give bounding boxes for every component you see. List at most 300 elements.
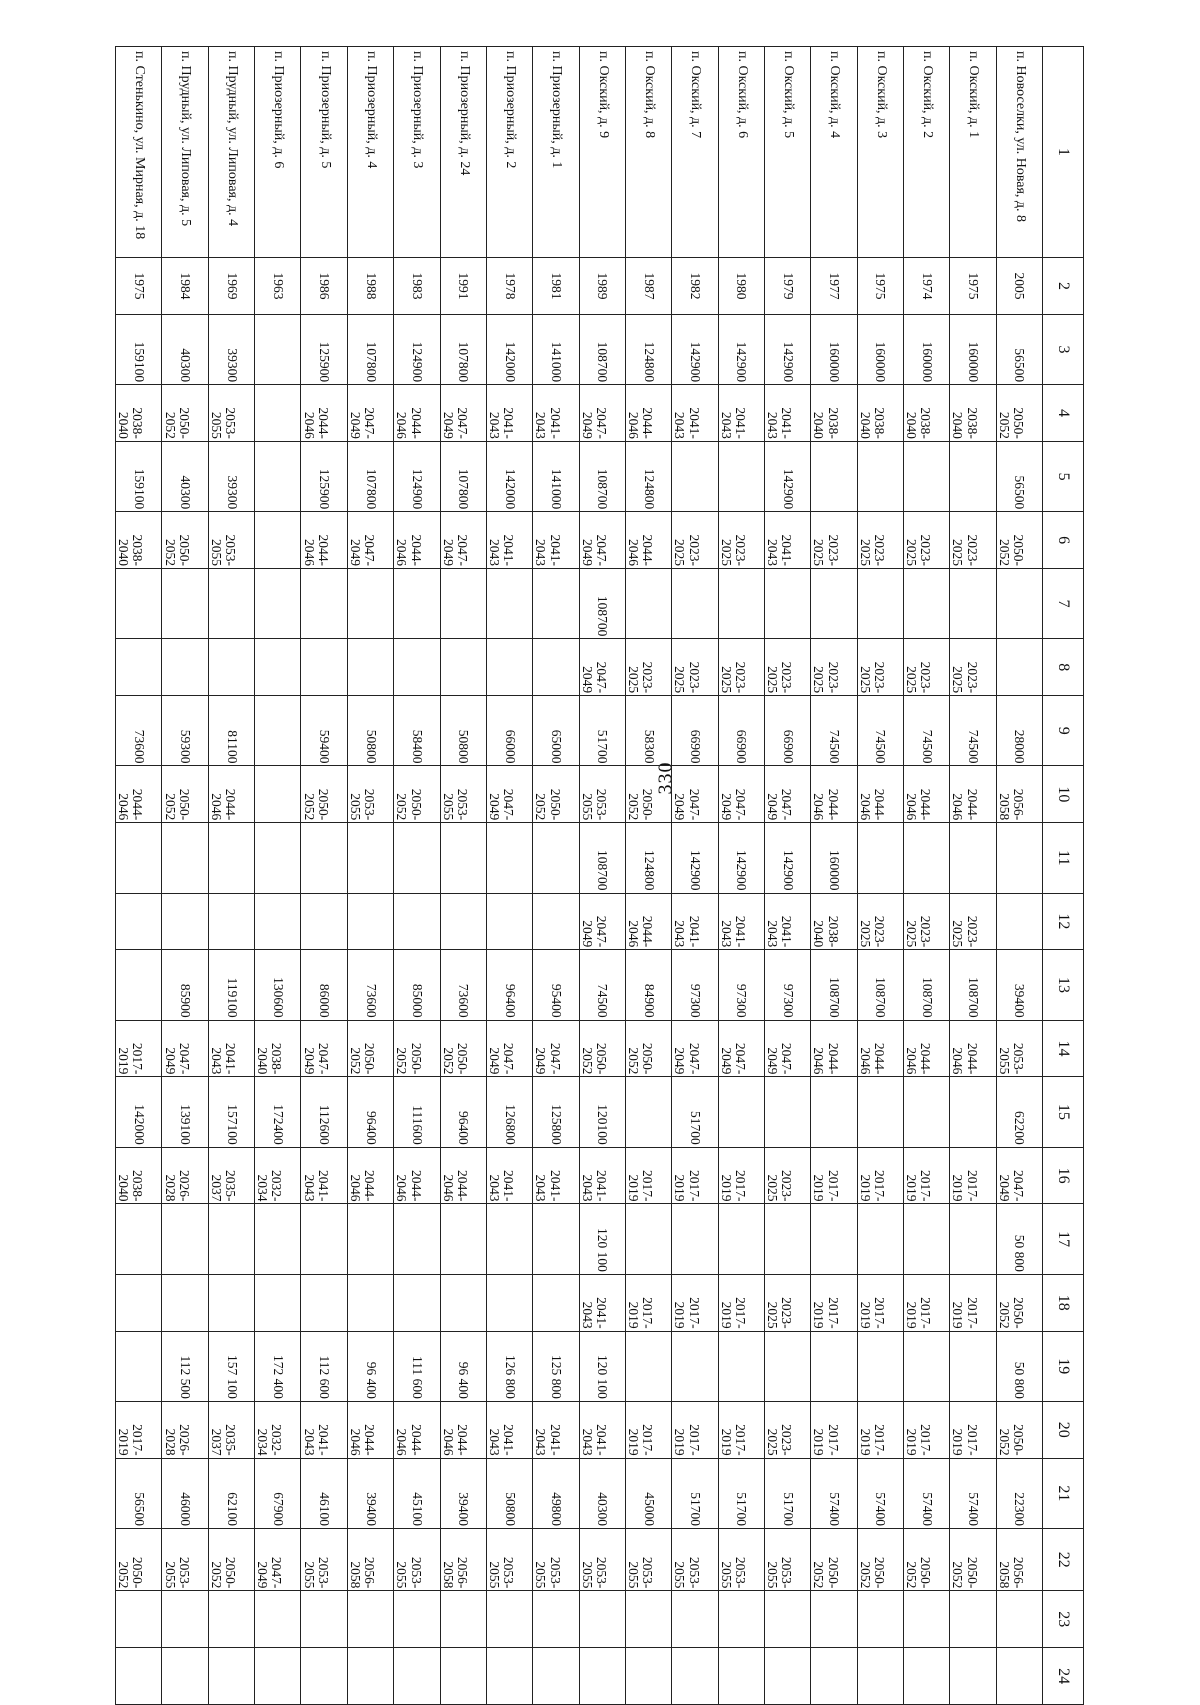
- value-cell: 2023- 2025: [903, 893, 949, 950]
- value-cell: [857, 1077, 903, 1147]
- column-number-row: [1043, 47, 1084, 1705]
- value-cell: 51700: [579, 696, 625, 766]
- value-cell: [811, 1204, 857, 1274]
- address-cell: п. Окский, д. 9: [579, 47, 625, 258]
- value-cell: 2044- 2046: [903, 766, 949, 823]
- address-cell: п. Окский, д. 1: [950, 47, 996, 258]
- value-cell: [116, 1204, 162, 1274]
- value-cell: 51700: [672, 1077, 718, 1147]
- value-cell: 107800: [440, 314, 486, 384]
- value-cell: 2038- 2040: [950, 385, 996, 442]
- value-cell: 2047- 2049: [672, 766, 718, 823]
- value-cell: 125900: [301, 441, 347, 511]
- value-cell: 142900: [672, 823, 718, 893]
- value-cell: 2047- 2049: [440, 512, 486, 569]
- value-cell: 2038- 2040: [116, 512, 162, 569]
- table-row: [996, 47, 1042, 1705]
- value-cell: [162, 1648, 208, 1705]
- address-cell: п. Окский, д. 6: [718, 47, 764, 258]
- year-cell: 1963: [255, 258, 301, 315]
- value-cell: 51700: [718, 1458, 764, 1528]
- value-cell: 2041- 2043: [672, 893, 718, 950]
- value-cell: 2047- 2049: [579, 512, 625, 569]
- value-cell: [301, 569, 347, 639]
- value-cell: [950, 1331, 996, 1401]
- value-cell: 2041- 2043: [301, 1147, 347, 1204]
- value-cell: 2041- 2043: [533, 385, 579, 442]
- value-cell: 73600: [116, 696, 162, 766]
- value-cell: 157 100: [208, 1331, 254, 1401]
- value-cell: 2017- 2019: [950, 1274, 996, 1331]
- year-cell: 1975: [950, 258, 996, 315]
- value-cell: 2053- 2055: [301, 1529, 347, 1591]
- value-cell: 2017- 2019: [672, 1401, 718, 1458]
- value-cell: 111 600: [394, 1331, 440, 1401]
- year-cell: 1975: [857, 258, 903, 315]
- value-cell: [116, 569, 162, 639]
- value-cell: [208, 639, 254, 696]
- value-cell: 65000: [533, 696, 579, 766]
- value-cell: 2038- 2040: [811, 893, 857, 950]
- value-cell: [857, 1204, 903, 1274]
- value-cell: 2044- 2046: [950, 1020, 996, 1077]
- value-cell: [394, 893, 440, 950]
- value-cell: 2053- 2055: [208, 385, 254, 442]
- value-cell: [208, 569, 254, 639]
- value-cell: [440, 1274, 486, 1331]
- value-cell: 2041- 2043: [718, 385, 764, 442]
- value-cell: [996, 823, 1042, 893]
- value-cell: [764, 1204, 810, 1274]
- value-cell: 2038- 2040: [857, 385, 903, 442]
- value-cell: [255, 385, 301, 442]
- value-cell: [811, 1331, 857, 1401]
- value-cell: 125 800: [533, 1331, 579, 1401]
- value-cell: 2053- 2055: [162, 1529, 208, 1591]
- year-cell: 1974: [903, 258, 949, 315]
- value-cell: [440, 1204, 486, 1274]
- year-cell: 1987: [625, 258, 671, 315]
- value-cell: 2044- 2046: [950, 766, 996, 823]
- value-cell: [672, 569, 718, 639]
- value-cell: 86000: [301, 950, 347, 1020]
- column-header: 6: [1043, 512, 1084, 569]
- value-cell: 2047- 2049: [301, 1020, 347, 1077]
- value-cell: 2044- 2046: [347, 1147, 393, 1204]
- value-cell: [301, 1648, 347, 1705]
- column-header: 4: [1043, 385, 1084, 442]
- value-cell: 2044- 2046: [903, 1020, 949, 1077]
- value-cell: 2053- 2055: [533, 1529, 579, 1591]
- value-cell: 107800: [347, 314, 393, 384]
- value-cell: [486, 823, 532, 893]
- column-header: 23: [1043, 1591, 1084, 1648]
- value-cell: [440, 639, 486, 696]
- value-cell: [116, 1331, 162, 1401]
- value-cell: 2050- 2052: [116, 1529, 162, 1591]
- year-cell: 1989: [579, 258, 625, 315]
- address-cell: п. Окский, д. 3: [857, 47, 903, 258]
- value-cell: 2050- 2052: [996, 1401, 1042, 1458]
- value-cell: 108700: [811, 950, 857, 1020]
- column-header: 20: [1043, 1401, 1084, 1458]
- value-cell: 160000: [811, 314, 857, 384]
- table-row: [116, 47, 162, 1705]
- value-cell: 126800: [486, 1077, 532, 1147]
- value-cell: 2047- 2049: [718, 1020, 764, 1077]
- value-cell: [162, 1274, 208, 1331]
- value-cell: 124900: [394, 441, 440, 511]
- address-cell: п. Приозерный, д. 2: [486, 47, 532, 258]
- value-cell: 2032- 2034: [255, 1401, 301, 1458]
- value-cell: [950, 1591, 996, 1648]
- value-cell: 2023- 2025: [718, 512, 764, 569]
- value-cell: [903, 1591, 949, 1648]
- table-row: [162, 47, 208, 1705]
- value-cell: 112600: [301, 1077, 347, 1147]
- value-cell: 2053- 2055: [718, 1529, 764, 1591]
- value-cell: 2044- 2046: [301, 512, 347, 569]
- value-cell: 157100: [208, 1077, 254, 1147]
- value-cell: 108700: [579, 314, 625, 384]
- value-cell: [116, 1591, 162, 1648]
- value-cell: 81100: [208, 696, 254, 766]
- value-cell: [440, 1648, 486, 1705]
- value-cell: 2044- 2046: [811, 1020, 857, 1077]
- value-cell: [347, 1204, 393, 1274]
- value-cell: 2038- 2040: [903, 385, 949, 442]
- value-cell: 2044- 2046: [347, 1401, 393, 1458]
- value-cell: [208, 823, 254, 893]
- value-cell: [996, 1648, 1042, 1705]
- value-cell: [811, 441, 857, 511]
- value-cell: 22300: [996, 1458, 1042, 1528]
- value-cell: [347, 1591, 393, 1648]
- value-cell: [996, 1591, 1042, 1648]
- value-cell: 2017- 2019: [625, 1147, 671, 1204]
- table-row: [811, 47, 857, 1705]
- value-cell: 2017- 2019: [857, 1274, 903, 1331]
- value-cell: [440, 1591, 486, 1648]
- value-cell: 142900: [764, 823, 810, 893]
- value-cell: 57400: [903, 1458, 949, 1528]
- address-cell: п. Приозерный, д. 3: [394, 47, 440, 258]
- value-cell: 2017- 2019: [811, 1274, 857, 1331]
- value-cell: 130600: [255, 950, 301, 1020]
- value-cell: 2044- 2046: [440, 1401, 486, 1458]
- column-header: 21: [1043, 1458, 1084, 1528]
- value-cell: [533, 1591, 579, 1648]
- value-cell: 40300: [162, 314, 208, 384]
- value-cell: [718, 1331, 764, 1401]
- value-cell: 142000: [116, 1077, 162, 1147]
- value-cell: 2047- 2049: [162, 1020, 208, 1077]
- value-cell: [162, 1204, 208, 1274]
- value-cell: [625, 1331, 671, 1401]
- value-cell: 2047- 2049: [672, 1020, 718, 1077]
- column-header: 16: [1043, 1147, 1084, 1204]
- value-cell: [486, 569, 532, 639]
- address-cell: п. Приозерный, д. 4: [347, 47, 393, 258]
- value-cell: [208, 1648, 254, 1705]
- value-cell: 51700: [764, 1458, 810, 1528]
- value-cell: 2023- 2025: [857, 639, 903, 696]
- value-cell: 142900: [718, 314, 764, 384]
- value-cell: 74500: [857, 696, 903, 766]
- value-cell: [533, 1204, 579, 1274]
- value-cell: [116, 639, 162, 696]
- value-cell: 2041- 2043: [718, 893, 764, 950]
- value-cell: [301, 1204, 347, 1274]
- value-cell: [486, 1274, 532, 1331]
- value-cell: 2041- 2043: [672, 385, 718, 442]
- value-cell: 120 100: [579, 1204, 625, 1274]
- value-cell: 2017- 2019: [672, 1274, 718, 1331]
- value-cell: 2017- 2019: [718, 1147, 764, 1204]
- value-cell: [347, 823, 393, 893]
- value-cell: 2035- 2037: [208, 1147, 254, 1204]
- value-cell: [996, 639, 1042, 696]
- value-cell: 49800: [533, 1458, 579, 1528]
- value-cell: [301, 823, 347, 893]
- value-cell: 96400: [347, 1077, 393, 1147]
- value-cell: 50800: [486, 1458, 532, 1528]
- value-cell: 2041- 2043: [486, 385, 532, 442]
- column-header: 2: [1043, 258, 1084, 315]
- value-cell: [857, 1591, 903, 1648]
- value-cell: [301, 893, 347, 950]
- value-cell: 57400: [950, 1458, 996, 1528]
- value-cell: 2053- 2055: [996, 1020, 1042, 1077]
- value-cell: [255, 1648, 301, 1705]
- value-cell: 2017- 2019: [718, 1401, 764, 1458]
- value-cell: [857, 1331, 903, 1401]
- value-cell: 2047- 2049: [764, 1020, 810, 1077]
- year-cell: 1969: [208, 258, 254, 315]
- value-cell: 2050- 2052: [394, 1020, 440, 1077]
- value-cell: 2023- 2025: [718, 639, 764, 696]
- value-cell: 2017- 2019: [116, 1020, 162, 1077]
- value-cell: [255, 893, 301, 950]
- value-cell: 2050- 2052: [811, 1529, 857, 1591]
- value-cell: 160000: [903, 314, 949, 384]
- address-cell: п. Окский, д. 7: [672, 47, 718, 258]
- value-cell: 66900: [764, 696, 810, 766]
- value-cell: [301, 1591, 347, 1648]
- value-cell: [208, 893, 254, 950]
- value-cell: 2023- 2025: [903, 639, 949, 696]
- value-cell: 2041- 2043: [764, 385, 810, 442]
- value-cell: 2023- 2025: [857, 512, 903, 569]
- value-cell: [347, 1274, 393, 1331]
- value-cell: [857, 1648, 903, 1705]
- value-cell: [996, 893, 1042, 950]
- value-cell: 112 500: [162, 1331, 208, 1401]
- value-cell: 2047- 2049: [486, 1020, 532, 1077]
- table-row: [208, 47, 254, 1705]
- value-cell: [718, 1204, 764, 1274]
- year-cell: 1983: [394, 258, 440, 315]
- value-cell: 2053- 2055: [764, 1529, 810, 1591]
- value-cell: 2047- 2049: [579, 385, 625, 442]
- value-cell: [116, 1648, 162, 1705]
- value-cell: 40300: [579, 1458, 625, 1528]
- value-cell: 2041- 2043: [764, 512, 810, 569]
- value-cell: [394, 1648, 440, 1705]
- value-cell: 2050- 2052: [208, 1529, 254, 1591]
- value-cell: [486, 893, 532, 950]
- value-cell: 39300: [208, 441, 254, 511]
- value-cell: 124800: [625, 441, 671, 511]
- column-header: 19: [1043, 1331, 1084, 1401]
- value-cell: [533, 1648, 579, 1705]
- value-cell: 28000: [996, 696, 1042, 766]
- value-cell: [162, 569, 208, 639]
- value-cell: 142000: [486, 314, 532, 384]
- value-cell: 108700: [903, 950, 949, 1020]
- value-cell: 2056- 2058: [347, 1529, 393, 1591]
- value-cell: [903, 441, 949, 511]
- value-cell: 2056- 2058: [440, 1529, 486, 1591]
- value-cell: 67900: [255, 1458, 301, 1528]
- value-cell: 2023- 2025: [903, 512, 949, 569]
- value-cell: 172400: [255, 1077, 301, 1147]
- value-cell: [255, 569, 301, 639]
- address-cell: п. Приозерный, д. 5: [301, 47, 347, 258]
- column-header: 14: [1043, 1020, 1084, 1077]
- value-cell: 107800: [347, 441, 393, 511]
- value-cell: 141000: [533, 441, 579, 511]
- value-cell: 56500: [996, 441, 1042, 511]
- value-cell: [533, 1274, 579, 1331]
- value-cell: 2047- 2049: [347, 512, 393, 569]
- value-cell: [903, 823, 949, 893]
- value-cell: 96400: [440, 1077, 486, 1147]
- value-cell: 124800: [625, 314, 671, 384]
- value-cell: 50800: [347, 696, 393, 766]
- value-cell: [950, 823, 996, 893]
- value-cell: 2050- 2052: [903, 1529, 949, 1591]
- value-cell: [116, 1274, 162, 1331]
- value-cell: 50800: [440, 696, 486, 766]
- table-row: [394, 47, 440, 1705]
- value-cell: 2041- 2043: [579, 1401, 625, 1458]
- value-cell: 96 400: [440, 1331, 486, 1401]
- value-cell: [486, 1204, 532, 1274]
- value-cell: 108700: [579, 441, 625, 511]
- value-cell: [440, 823, 486, 893]
- value-cell: [255, 1591, 301, 1648]
- column-header: 11: [1043, 823, 1084, 893]
- value-cell: [533, 569, 579, 639]
- value-cell: 97300: [672, 950, 718, 1020]
- year-cell: 1984: [162, 258, 208, 315]
- value-cell: 142900: [672, 314, 718, 384]
- value-cell: 139100: [162, 1077, 208, 1147]
- value-cell: 51700: [672, 1458, 718, 1528]
- value-cell: 45100: [394, 1458, 440, 1528]
- value-cell: 39400: [440, 1458, 486, 1528]
- value-cell: 2017- 2019: [811, 1401, 857, 1458]
- value-cell: 159100: [116, 314, 162, 384]
- value-cell: 2050- 2052: [533, 766, 579, 823]
- value-cell: [672, 1331, 718, 1401]
- value-cell: 2017- 2019: [903, 1147, 949, 1204]
- table-row: [486, 47, 532, 1705]
- value-cell: 142900: [764, 314, 810, 384]
- value-cell: [579, 1648, 625, 1705]
- value-cell: 2050- 2052: [347, 1020, 393, 1077]
- value-cell: 2041- 2043: [486, 1147, 532, 1204]
- value-cell: [533, 823, 579, 893]
- value-cell: 124800: [625, 823, 671, 893]
- value-cell: 2017- 2019: [116, 1401, 162, 1458]
- value-cell: 142900: [718, 823, 764, 893]
- value-cell: 2044- 2046: [857, 766, 903, 823]
- value-cell: [950, 569, 996, 639]
- value-cell: 2041- 2043: [486, 512, 532, 569]
- value-cell: 74500: [579, 950, 625, 1020]
- value-cell: [857, 441, 903, 511]
- address-cell: п. Окский, д. 4: [811, 47, 857, 258]
- value-cell: 2026- 2028: [162, 1401, 208, 1458]
- value-cell: 2017- 2019: [903, 1274, 949, 1331]
- year-cell: 1981: [533, 258, 579, 315]
- value-cell: 125800: [533, 1077, 579, 1147]
- value-cell: 2044- 2046: [625, 512, 671, 569]
- value-cell: [255, 1274, 301, 1331]
- value-cell: [950, 1077, 996, 1147]
- table-row: [579, 47, 625, 1705]
- column-header: 15: [1043, 1077, 1084, 1147]
- value-cell: [903, 1204, 949, 1274]
- value-cell: [301, 1274, 347, 1331]
- value-cell: [764, 1648, 810, 1705]
- value-cell: 85900: [162, 950, 208, 1020]
- value-cell: [857, 569, 903, 639]
- value-cell: [811, 569, 857, 639]
- table-row: [672, 47, 718, 1705]
- value-cell: [255, 512, 301, 569]
- value-cell: 2050- 2052: [996, 385, 1042, 442]
- value-cell: [255, 639, 301, 696]
- value-cell: 2023- 2025: [950, 893, 996, 950]
- value-cell: [255, 1204, 301, 1274]
- year-cell: 1991: [440, 258, 486, 315]
- value-cell: [208, 1274, 254, 1331]
- page-number: 330: [654, 761, 677, 795]
- value-cell: [764, 1077, 810, 1147]
- value-cell: 45000: [625, 1458, 671, 1528]
- year-cell: 1975: [116, 258, 162, 315]
- value-cell: 2050- 2052: [394, 766, 440, 823]
- value-cell: 2050- 2052: [857, 1529, 903, 1591]
- value-cell: 119100: [208, 950, 254, 1020]
- value-cell: 2041- 2043: [533, 1147, 579, 1204]
- value-cell: 2056- 2058: [996, 766, 1042, 823]
- value-cell: 2041- 2043: [579, 1274, 625, 1331]
- value-cell: [625, 1648, 671, 1705]
- value-cell: 2017- 2019: [718, 1274, 764, 1331]
- table-row: [857, 47, 903, 1705]
- value-cell: 2041- 2043: [533, 1401, 579, 1458]
- value-cell: 2041- 2043: [764, 893, 810, 950]
- value-cell: [116, 823, 162, 893]
- value-cell: 2044- 2046: [394, 1401, 440, 1458]
- value-cell: 2023- 2025: [672, 639, 718, 696]
- value-cell: 2053- 2055: [672, 1529, 718, 1591]
- value-cell: 2035- 2037: [208, 1401, 254, 1458]
